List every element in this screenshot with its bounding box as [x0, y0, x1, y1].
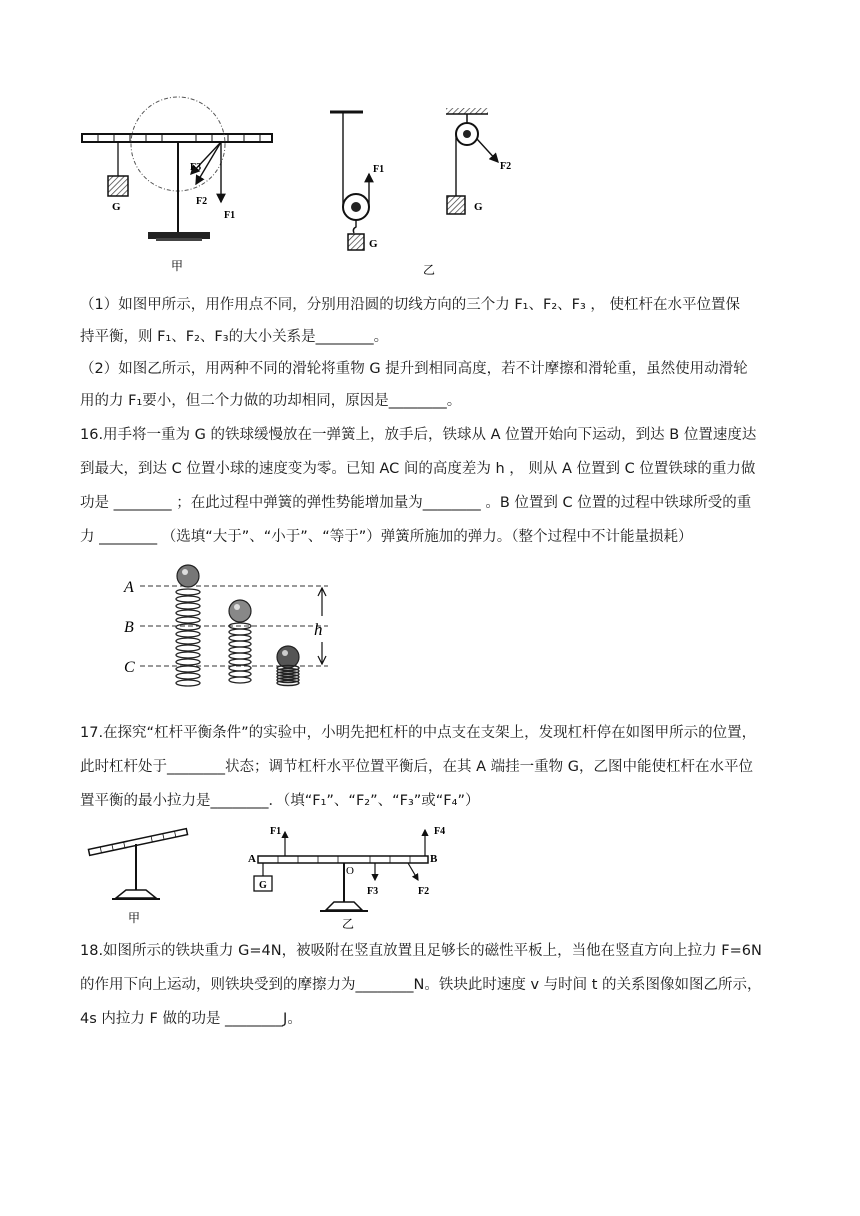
- q15-part2-line1: （2）如图乙所示，用两种不同的滑轮将重物 G 提升到相同高度，若不计摩擦和滑轮重，虽然使用动滑轮: [80, 361, 748, 377]
- lever-end-a: A: [248, 853, 256, 865]
- force-f1-label: F1: [224, 210, 236, 221]
- q18-line3: 4s 内拉力 F 做的功是 ________J。: [80, 1011, 302, 1027]
- q17-line2: 此时杠杆处于________状态；调节杠杆水平位置平衡后，在其 A 端挂一重物 G，乙图中能使杠杆在水平位: [80, 759, 753, 775]
- q17-line3: 置平衡的最小拉力是________．（填“F₁”、“F₂”、“F₃”或“F₄”）: [80, 793, 480, 809]
- q18-line2: 的作用下向上运动，则铁块受到的摩擦力为________N。铁块此时速度 v 与时间 t 的关系图像如图乙所示，: [80, 977, 762, 993]
- lever-weight-g: G: [259, 880, 267, 891]
- lever-force-f1: F1: [270, 826, 282, 837]
- lever-weight-label: G: [112, 201, 121, 213]
- force-f3-label: F3: [190, 162, 202, 173]
- q15-part2-line2: 用的力 F₁要小，但二个力做的功却相同，原因是________。: [80, 393, 462, 409]
- spring-label-c: C: [124, 659, 135, 676]
- spring-label-a: A: [124, 579, 134, 596]
- q16-line1: 16.用手将一重为 G 的铁球缓慢放在一弹簧上，放手后，铁球从 A 位置开始向下运动，到达 B 位置速度达: [80, 427, 757, 443]
- lever-end-b: B: [430, 853, 438, 865]
- figure-springs: [118, 558, 348, 690]
- lever-force-f4: F4: [434, 826, 446, 837]
- figure-lever-balance: [80, 818, 460, 930]
- figure-jia-label: 甲: [171, 259, 184, 273]
- lever-fig-jia-label: 甲: [128, 911, 141, 925]
- figure-lever-pulleys: [78, 92, 528, 278]
- q17-line1: 17.在探究“杠杆平衡条件”的实验中，小明先把杠杆的中点支在支架上，发现杠杆停在如图甲所示的位置，: [80, 725, 757, 741]
- q15-part1-line1: （1）如图甲所示，用作用点不同，分别用沿圆的切线方向的三个力 F₁、F₂、F₃ ， 使杠杆在水平位置保: [80, 297, 741, 313]
- q16-line2: 到最大，到达 C 位置小球的速度变为零。已知 AC 间的高度差为 h ， 则从 A 位置到 C 位置铁球的重力做: [80, 461, 756, 477]
- force-f2-label: F2: [196, 196, 208, 207]
- fixed-pulley-weight-label: G: [474, 201, 483, 213]
- spring-label-b: B: [124, 619, 134, 636]
- q18-line1: 18.如图所示的铁块重力 G=4N，被吸附在竖直放置且足够长的磁性平板上，当他在竖直方向上拉力 F=6N: [80, 943, 762, 959]
- q16-line3: 功是 ________ ；在此过程中弹簧的弹性势能增加量为________ 。B 位置到 C 位置的过程中铁球所受的重: [80, 495, 752, 511]
- lever-fig-yi-label: 乙: [342, 917, 355, 930]
- lever-force-f2: F2: [418, 886, 430, 897]
- figure-yi-label: 乙: [423, 263, 436, 277]
- pulley-f2-label: F2: [500, 161, 512, 172]
- movable-pulley-weight-label: G: [369, 238, 378, 250]
- lever-pivot-o: O: [346, 865, 354, 877]
- pulley-f1-label: F1: [373, 164, 385, 175]
- spring-height-h: h: [314, 620, 323, 639]
- q15-part1-line2: 持平衡，则 F₁、F₂、F₃的大小关系是________。: [80, 329, 389, 345]
- lever-force-f3: F3: [367, 886, 379, 897]
- q16-line4: 力 ________ （选填“大于”、“小于”、“等于”）弹簧所施加的弹力。（整个过程中不计能量损耗）: [80, 529, 693, 545]
